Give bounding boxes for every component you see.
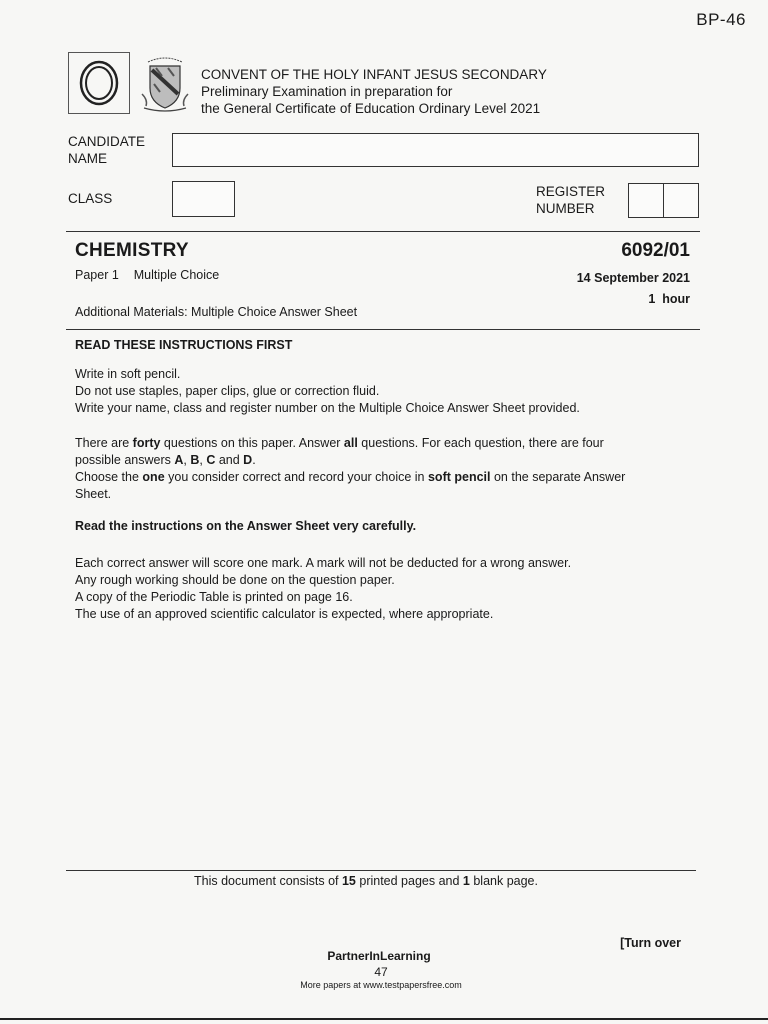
register-label-line1: REGISTER <box>536 184 606 199</box>
instruction-line: Choose the one you consider correct and record your choice in soft pencil on the separate Answer <box>75 470 626 484</box>
paper-info <box>75 267 219 284</box>
divider <box>66 329 700 330</box>
instructions-block-3 <box>75 555 700 623</box>
page-count-note: This document consists of 15 printed pages and 1 blank page. <box>194 874 538 888</box>
register-digit-1-field[interactable] <box>628 183 664 218</box>
divider <box>66 231 700 232</box>
instruction-line: Sheet. <box>75 487 112 501</box>
register-number-label <box>536 183 605 217</box>
register-label-line2: NUMBER <box>536 201 595 216</box>
candidate-name-field[interactable] <box>172 133 699 167</box>
instruction-line: Write your name, class and register number on the Multiple Choice Answer Sheet provided. <box>75 401 580 415</box>
school-header <box>201 66 547 117</box>
instructions-block-1 <box>75 366 700 417</box>
instruction-line: Any rough working should be done on the question paper. <box>75 573 395 587</box>
instruction-line: Each correct answer will score one mark. A mark will not be deducted for a wrong answer. <box>75 556 572 570</box>
paper-type: Multiple Choice <box>133 268 220 282</box>
subject-title: CHEMISTRY <box>75 240 189 261</box>
candidate-label-line2: NAME <box>68 151 108 166</box>
instruction-line: Do not use staples, paper clips, glue or correction fluid. <box>75 384 380 398</box>
exam-level: the General Certificate of Education Ordinary Level 2021 <box>201 101 541 116</box>
candidate-label-line1: CANDIDATE <box>68 134 146 149</box>
answer-sheet-note: Read the instructions on the Answer Sheet very carefully. <box>75 519 417 533</box>
turn-over: [Turn over <box>620 936 681 950</box>
instruction-line: A copy of the Periodic Table is printed on page 16. <box>75 590 353 604</box>
school-crest-icon <box>138 54 192 114</box>
instructions-block-2 <box>75 435 700 503</box>
bottom-edge <box>0 1018 768 1020</box>
page-number: 47 <box>374 965 388 979</box>
candidate-name-label <box>68 133 145 167</box>
paper-number: Paper 1 <box>75 268 119 282</box>
paper-code: 6092/01 <box>621 240 690 261</box>
exam-description: Preliminary Examination in preparation for <box>201 84 453 99</box>
instruction-line: The use of an approved scientific calculator is expected, where appropriate. <box>75 607 494 621</box>
exam-duration: 1 hour <box>648 292 690 306</box>
page-code: BP-46 <box>696 10 746 29</box>
class-label: CLASS <box>68 191 113 206</box>
instructions-heading: READ THESE INSTRUCTIONS FIRST <box>75 338 293 352</box>
school-name: CONVENT OF THE HOLY INFANT JESUS SECONDARY <box>201 67 547 82</box>
divider <box>66 870 696 871</box>
footer-credit <box>0 948 768 991</box>
partner-label: PartnerInLearning <box>327 949 431 963</box>
o-letter-icon <box>76 58 122 108</box>
additional-materials: Additional Materials: Multiple Choice Answer Sheet <box>75 305 358 319</box>
instruction-line: possible answers A, B, C and D. <box>75 453 256 467</box>
instruction-line: Write in soft pencil. <box>75 367 181 381</box>
register-digit-2-field[interactable] <box>663 183 699 218</box>
source-link[interactable]: More papers at www.testpapersfree.com <box>300 980 462 990</box>
o-level-logo <box>68 52 130 114</box>
class-field[interactable] <box>172 181 235 217</box>
exam-date: 14 September 2021 <box>576 271 690 285</box>
instruction-line: There are forty questions on this paper. Answer all questions. For each question, there are four <box>75 436 604 450</box>
